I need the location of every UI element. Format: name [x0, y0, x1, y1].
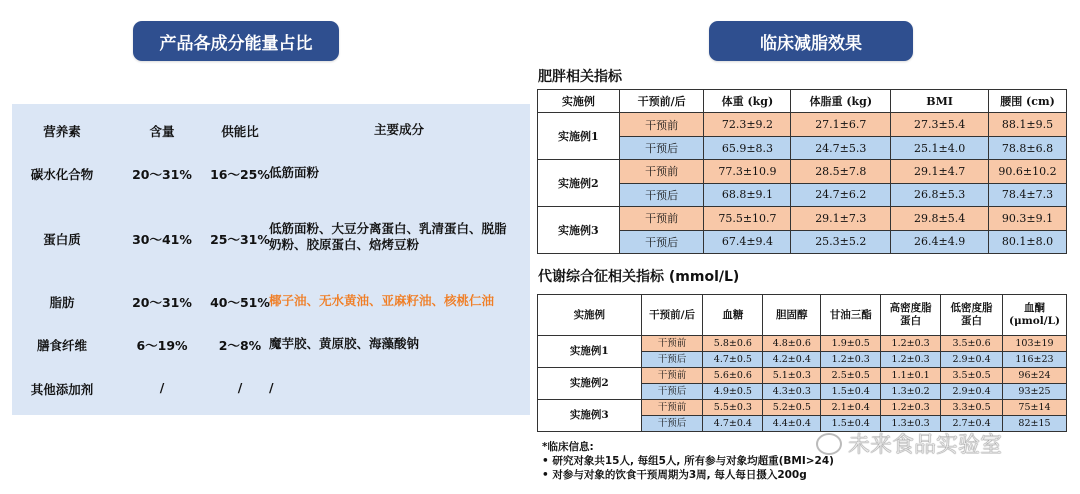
nutrient-ratio: 2～8% [218, 338, 262, 353]
value-cell: 1.5±0.4 [821, 384, 881, 400]
value-cell: 1.1±0.1 [881, 368, 941, 384]
table-row [538, 160, 1067, 183]
phase-cell: 干预前 [641, 368, 703, 384]
value-cell: 2.7±0.4 [941, 416, 1003, 432]
col-triglyceride: 甘油三酯 [821, 295, 881, 336]
section-title-clinical: 临床减脂效果 [709, 21, 913, 61]
obesity-table-label: 肥胖相关指标 [538, 69, 622, 85]
value-cell: 27.3±5.4 [891, 113, 989, 136]
value-cell: 1.2±0.3 [881, 336, 941, 352]
value-cell: 80.1±8.0 [989, 230, 1067, 253]
nutrient-name: 膳食纤维 [36, 338, 87, 353]
value-cell: 3.5±0.5 [941, 368, 1003, 384]
nutrient-main-line1: 低筋面粉、大豆分离蛋白、乳清蛋白、脱脂 [269, 221, 507, 236]
nutrient-content: / [159, 380, 165, 395]
value-cell: 1.3±0.2 [881, 384, 941, 400]
value-cell: 78.8±6.8 [989, 136, 1067, 159]
value-cell: 75±14 [1002, 400, 1066, 416]
phase-cell: 干预后 [641, 384, 703, 400]
value-cell: 68.8±9.1 [704, 183, 791, 206]
section-title-energy: 产品各成分能量占比 [133, 21, 339, 61]
value-cell: 1.5±0.4 [821, 416, 881, 432]
col-waist: 腰围 (cm) [989, 90, 1067, 113]
value-cell: 25.3±5.2 [791, 230, 891, 253]
nutrient-name: 其他添加剂 [30, 382, 94, 397]
nutrient-main: 低筋面粉 [269, 165, 320, 180]
value-cell: 29.1±4.7 [891, 160, 989, 183]
col-cholesterol: 胆固醇 [763, 295, 821, 336]
nutrient-content: 30～41% [132, 232, 192, 247]
nutrient-content: 20～31% [132, 295, 192, 310]
col-ldl-line1: 低密度脂 [950, 302, 993, 315]
value-cell: 2.5±0.5 [821, 368, 881, 384]
table-row [538, 400, 1067, 416]
value-cell: 4.2±0.4 [763, 352, 821, 368]
value-cell: 29.1±7.3 [791, 207, 891, 230]
table-header-row [538, 295, 1067, 336]
header-ratio: 供能比 [221, 124, 259, 139]
value-cell: 1.2±0.3 [821, 352, 881, 368]
value-cell: 28.5±7.8 [791, 160, 891, 183]
nutrient-content: 20～31% [132, 167, 192, 182]
nutrient-main: / [269, 380, 274, 395]
phase-cell: 干预后 [641, 416, 703, 432]
col-hdl-line1: 高密度脂 [889, 302, 932, 315]
value-cell: 77.3±10.9 [704, 160, 791, 183]
value-cell: 65.9±8.3 [704, 136, 791, 159]
wechat-icon [816, 433, 842, 455]
case-cell: 实施例3 [538, 207, 620, 254]
notes-title: *临床信息: [542, 441, 594, 453]
notes-line: • 对参与对象的饮食干预周期为3周, 每人每日摄入200g [542, 469, 807, 481]
nutrient-ratio: 16～25% [210, 167, 270, 182]
nutrient-name: 碳水化合物 [30, 167, 94, 182]
header-content: 含量 [149, 124, 175, 139]
value-cell: 1.2±0.3 [881, 352, 941, 368]
table-row [538, 113, 1067, 136]
value-cell: 1.9±0.5 [821, 336, 881, 352]
table-row [538, 207, 1067, 230]
col-ketone [1002, 295, 1066, 336]
watermark-text: 未来食品实验室 [848, 433, 1003, 458]
col-phase: 干预前/后 [619, 90, 704, 113]
col-bmi: BMI [891, 90, 989, 113]
value-cell: 2.1±0.4 [821, 400, 881, 416]
col-case: 实施例 [538, 90, 620, 113]
value-cell: 90.3±9.1 [989, 207, 1067, 230]
value-cell: 4.8±0.6 [763, 336, 821, 352]
nutrient-name: 蛋白质 [43, 232, 81, 247]
value-cell: 116±23 [1002, 352, 1066, 368]
phase-cell: 干预前 [641, 400, 703, 416]
table-header-row [538, 90, 1067, 113]
phase-cell: 干预后 [619, 183, 704, 206]
value-cell: 24.7±6.2 [791, 183, 891, 206]
nutrient-ratio: 40～51% [210, 295, 270, 310]
case-cell: 实施例1 [538, 113, 620, 160]
table-row [538, 336, 1067, 352]
value-cell: 5.8±0.6 [703, 336, 763, 352]
value-cell: 75.5±10.7 [704, 207, 791, 230]
nutrient-content: 6～19% [136, 338, 188, 353]
phase-cell: 干预前 [641, 336, 703, 352]
case-cell: 实施例2 [538, 160, 620, 207]
value-cell: 5.5±0.3 [703, 400, 763, 416]
value-cell: 67.4±9.4 [704, 230, 791, 253]
value-cell: 103±19 [1002, 336, 1066, 352]
energy-composition-panel [12, 104, 530, 415]
value-cell: 24.7±5.3 [791, 136, 891, 159]
table-row [538, 368, 1067, 384]
header-nutrient: 营养素 [43, 124, 81, 139]
value-cell: 25.1±4.0 [891, 136, 989, 159]
obesity-table [537, 89, 1067, 254]
nutrient-ratio: 25～31% [210, 232, 270, 247]
value-cell: 4.4±0.4 [763, 416, 821, 432]
value-cell: 5.6±0.6 [703, 368, 763, 384]
value-cell: 27.1±6.7 [791, 113, 891, 136]
nutrient-main-line2: 奶粉、胶原蛋白、焙烤豆粉 [269, 237, 420, 252]
case-cell: 实施例2 [538, 368, 642, 400]
col-hdl [881, 295, 941, 336]
col-glucose: 血糖 [703, 295, 763, 336]
value-cell: 93±25 [1002, 384, 1066, 400]
col-ketone-line1: 血酮 [1023, 302, 1045, 315]
phase-cell: 干预后 [619, 230, 704, 253]
metabolic-table-label: 代谢综合征相关指标 (mmol/L) [538, 269, 740, 285]
phase-cell: 干预前 [619, 160, 704, 183]
value-cell: 1.3±0.3 [881, 416, 941, 432]
phase-cell: 干预后 [641, 352, 703, 368]
case-cell: 实施例3 [538, 400, 642, 432]
col-hdl-line2: 蛋白 [900, 315, 922, 328]
notes-line: • 研究对象共15人, 每组5人, 所有参与对象均超重(BMI>24) [542, 455, 834, 467]
value-cell: 72.3±9.2 [704, 113, 791, 136]
value-cell: 78.4±7.3 [989, 183, 1067, 206]
nutrient-main: 魔芋胶、黄原胶、海藻酸钠 [269, 336, 420, 351]
value-cell: 3.3±0.5 [941, 400, 1003, 416]
value-cell: 96±24 [1002, 368, 1066, 384]
header-main: 主要成分 [373, 122, 424, 137]
value-cell: 29.8±5.4 [891, 207, 989, 230]
nutrient-name: 脂肪 [49, 295, 75, 310]
col-phase: 干预前/后 [641, 295, 703, 336]
value-cell: 26.4±4.9 [891, 230, 989, 253]
value-cell: 4.3±0.3 [763, 384, 821, 400]
watermark [816, 428, 1002, 459]
clinical-notes [542, 440, 834, 482]
case-cell: 实施例1 [538, 336, 642, 368]
phase-cell: 干预前 [619, 113, 704, 136]
value-cell: 4.9±0.5 [703, 384, 763, 400]
col-case: 实施例 [538, 295, 642, 336]
phase-cell: 干预后 [619, 136, 704, 159]
phase-cell: 干预前 [619, 207, 704, 230]
value-cell: 4.7±0.5 [703, 352, 763, 368]
metabolic-table [537, 294, 1067, 432]
value-cell: 90.6±10.2 [989, 160, 1067, 183]
nutrient-main: 椰子油、无水黄油、亚麻籽油、核桃仁油 [269, 293, 495, 308]
col-weight: 体重 (kg) [704, 90, 791, 113]
value-cell: 26.8±5.3 [891, 183, 989, 206]
value-cell: 3.5±0.6 [941, 336, 1003, 352]
value-cell: 2.9±0.4 [941, 352, 1003, 368]
col-ldl-line2: 蛋白 [961, 315, 983, 328]
value-cell: 5.1±0.3 [763, 368, 821, 384]
value-cell: 88.1±9.5 [989, 113, 1067, 136]
nutrient-ratio: / [237, 380, 243, 395]
value-cell: 5.2±0.5 [763, 400, 821, 416]
nutrient-main [269, 221, 529, 253]
value-cell: 2.9±0.4 [941, 384, 1003, 400]
col-ketone-line2: (μmol/L) [1009, 315, 1060, 328]
value-cell: 82±15 [1002, 416, 1066, 432]
value-cell: 1.2±0.3 [881, 400, 941, 416]
col-ldl [941, 295, 1003, 336]
value-cell: 4.7±0.4 [703, 416, 763, 432]
col-fat-weight: 体脂重 (kg) [791, 90, 891, 113]
